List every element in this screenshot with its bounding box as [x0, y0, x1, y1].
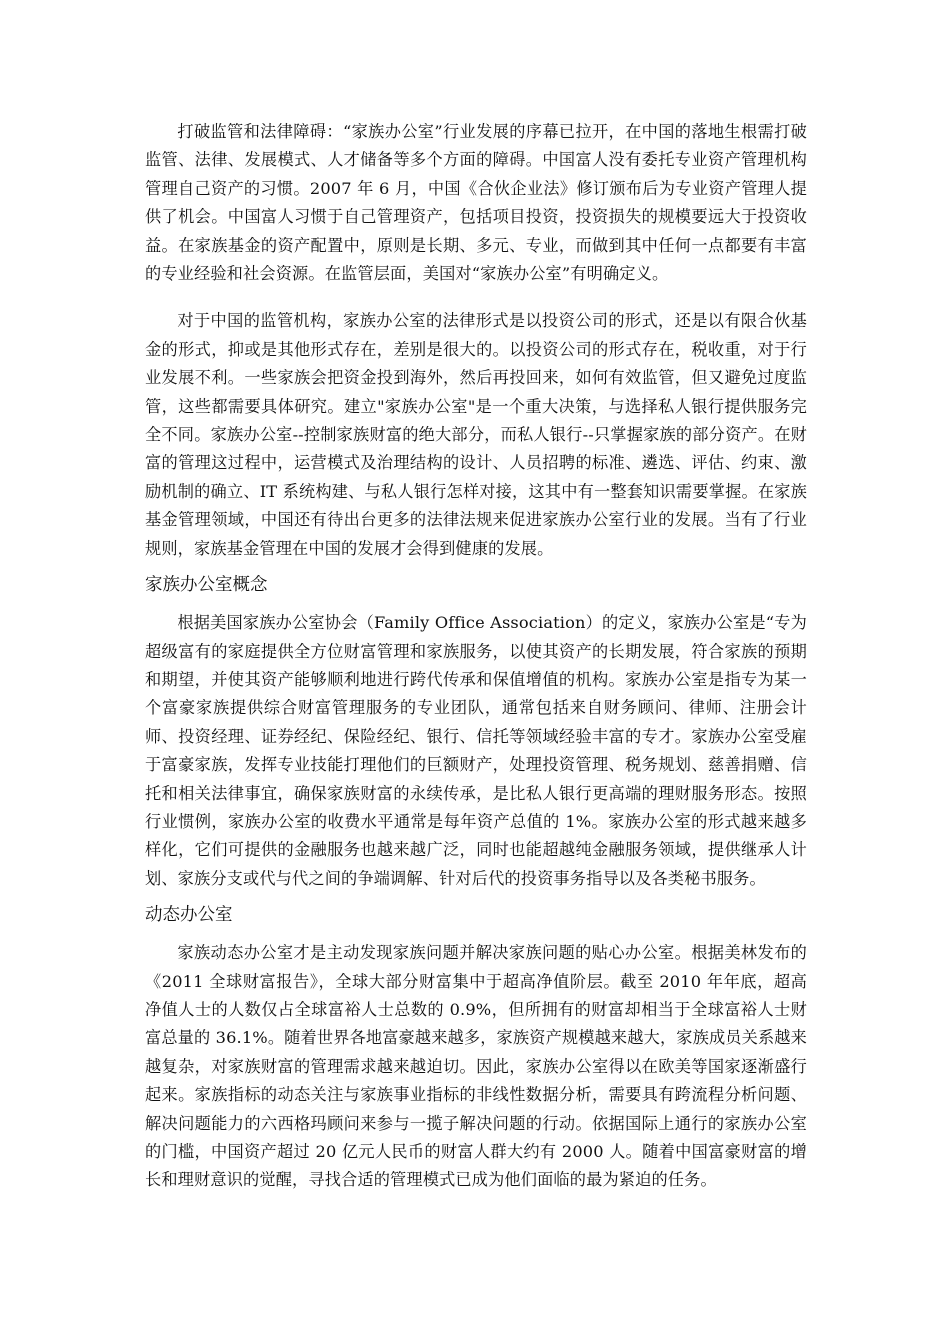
- section-heading-dynamic-office: 动态办公室: [145, 905, 233, 926]
- section-heading-concept: 家族办公室概念: [145, 575, 268, 596]
- paragraph-legal-form: 对于中国的监管机构，家族办公室的法律形式是以投资公司的形式，还是以有限合伙基金的形式，抑或是其他形式存在，差别是很大的。以投资公司的形式存在，税收重，对于行业发展不利。一些家族会把资金投到海外，然后再投回来，如何有效监管，但又避免过度监管，这些都需要具体研究。建立"家族办公室"是一个重大决策，与选择私人银行提供服务完全不同。家族办公室--控制家族财富的绝大部分，而私人银行--只掌握家族的部分资产。在财富的管理这过程中，运营模式及治理结构的设计、人员招聘的标准、遴选、评估、约束、激励机制的确立、IT 系统构建、与私人银行怎样对接，这其中有一整套知识需要掌握。在家族基金管理领域，中国还有待出台更多的法律法规来促进家族办公室行业的发展。当有了行业规则，家族基金管理在中国的发展才会得到健康的发展。: [145, 311, 807, 558]
- document-page: [145, 118, 807, 1195]
- paragraph-dynamic-office: 家族动态办公室才是主动发现家族问题并解决家族问题的贴心办公室。根据美林发布的《2011 全球财富报告》，全球大部分财富集中于超高净值阶层。截至 2010 年年底，超高净值人士的人数仅占全球富裕人士总数的 0.9%，但所拥有的财富却相当于全球富裕人士财富总量的 36.1%。随着世界各地富豪越来越多，家族资产规模越来越大，家族成员关系越来越复杂，对家族财富的管理需求越来越迫切。因此，家族办公室得以在欧美等国家逐渐盛行起来。家族指标的动态关注与家族事业指标的非线性数据分析，需要具有跨流程分析问题、解决问题能力的六西格玛顾问来参与一揽子解决问题的行动。依据国际上通行的家族办公室的门槛，中国资产超过 20 亿元人民币的财富人群大约有 2000 人。随着中国富豪财富的增长和理财意识的觉醒，寻找合适的管理模式已成为他们面临的最为紧迫的任务。: [145, 943, 807, 1190]
- paragraph-regulatory-barriers: 打破监管和法律障碍：“家族办公室”行业发展的序幕已拉开，在中国的落地生根需打破监管、法律、发展模式、人才储备等多个方面的障碍。中国富人没有委托专业资产管理机构管理自己资产的习惯。2007 年 6 月，中国《合伙企业法》修订颁布后为专业资产管理人提供了机会。中国富人习惯于自己管理资产，包括项目投资，投资损失的规模要远大于投资收益。在家族基金的资产配置中，原则是长期、多元、专业，而做到其中任何一点都要有丰富的专业经验和社会资源。在监管层面，美国对“家族办公室”有明确定义。: [145, 122, 807, 284]
- paragraph-concept-definition: 根据美国家族办公室协会（Family Office Association）的定义，家族办公室是“专为超级富有的家庭提供全方位财富管理和家族服务，以使其资产的长期发展，符合家族的预期和期望，并使其资产能够顺利地进行跨代传承和保值增值的机构。家族办公室是指专为某一个富豪家族提供综合财富管理服务的专业团队，通常包括来自财务顾问、律师、注册会计师、投资经理、证券经纪、保险经纪、银行、信托等领域经验丰富的专才。家族办公室受雇于富豪家族，发挥专业技能打理他们的巨额财产，处理投资管理、税务规划、慈善捐赠、信托和相关法律事宜，确保家族财富的永续传承，是比私人银行更高端的理财服务形态。按照行业惯例，家族办公室的收费水平通常是每年资产总值的 1%。家族办公室的形式越来越多样化，它们可提供的金融服务也越来越广泛，同时也能超越纯金融服务领域，提供继承人计划、家族分支或代与代之间的争端调解、针对后代的投资事务指导以及各类秘书服务。: [145, 613, 807, 888]
